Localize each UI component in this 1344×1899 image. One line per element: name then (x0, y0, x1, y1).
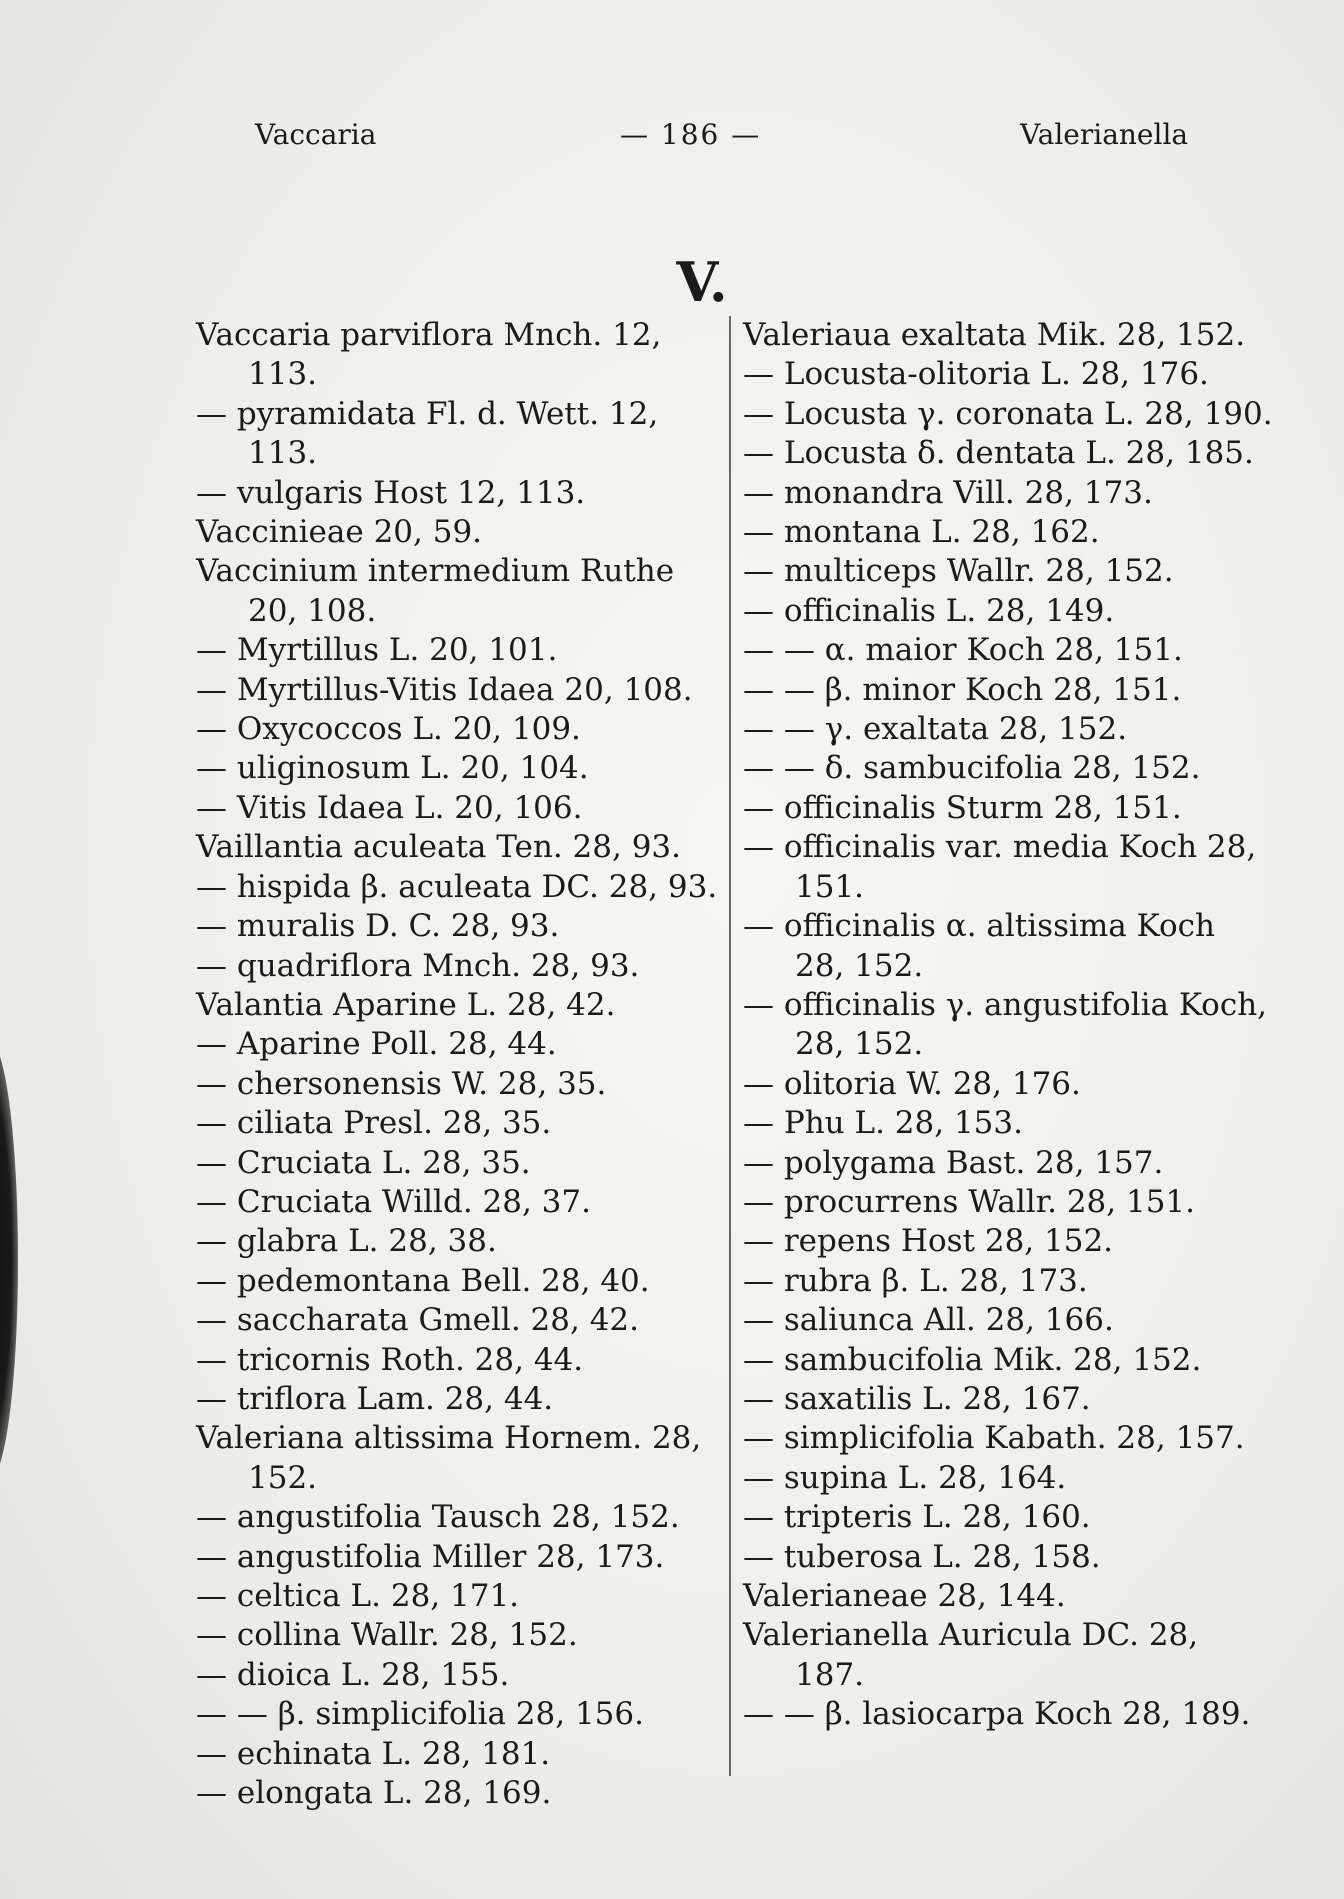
index-column-left (196, 316, 731, 1813)
index-entry: — officinalis Sturm 28, 151. (743, 789, 1182, 826)
index-entry: — polygama Bast. 28, 157. (743, 1144, 1164, 1181)
index-entry: — officinalis L. 28, 149. (743, 592, 1115, 629)
index-entry: — chersonensis W. 28, 35. (196, 1065, 607, 1102)
index-entry: — Locusta γ. coronata L. 28, 190. (743, 395, 1273, 432)
page-edge-shadow (0, 1040, 18, 1480)
index-entry: — multiceps Wallr. 28, 152. (743, 553, 1174, 590)
index-entry: — pedemontana Bell. 28, 40. (196, 1262, 650, 1299)
index-entry: Valeriana altissima Hornem. 28, 152. (196, 1420, 702, 1496)
index-entry: — Phu L. 28, 153. (743, 1105, 1023, 1142)
index-entry: — pyramidata Fl. d. Wett. 12, 113. (196, 395, 659, 472)
index-entry: — Locusta δ. dentata L. 28, 185. (743, 435, 1254, 472)
index-entry: Vaccinium intermedium Ruthe 20, 108. (196, 553, 675, 629)
index-entry: — Myrtillus-Vitis Idaea 20, 108. (196, 671, 693, 708)
running-header (0, 118, 1344, 162)
index-entry: Vaccaria parviflora Mnch. 12, 113. (196, 317, 662, 393)
index-entry: — celtica L. 28, 171. (196, 1578, 520, 1614)
index-entry: — Locusta-olitoria L. 28, 176. (743, 356, 1209, 393)
column-divider (729, 316, 731, 1776)
index-entry: — collina Wallr. 28, 152. (196, 1617, 578, 1654)
index-entry: — angustifolia Miller 28, 173. (196, 1538, 665, 1575)
index-entry: — tripteris L. 28, 160. (743, 1499, 1091, 1536)
index-entry: — Vitis Idaea L. 20, 106. (196, 789, 583, 826)
page-number: — 186 — (620, 118, 762, 151)
index-entry: — montana L. 28, 162. (743, 514, 1100, 551)
index-entry: — rubra β. L. 28, 173. (743, 1262, 1088, 1299)
index-entry: — Aparine Poll. 28, 44. (196, 1026, 557, 1063)
index-entry: Valeriaua exaltata Mik. 28, 152. (743, 317, 1246, 353)
index-entry: — officinalis γ. angustifolia Koch, 28, 152. (743, 986, 1268, 1063)
index-entry: — sambucifolia Mik. 28, 152. (743, 1341, 1202, 1378)
index-entry: — hispida β. aculeata DC. 28, 93. (196, 868, 718, 905)
index-entry: — repens Host 28, 152. (743, 1223, 1114, 1260)
index-entry: Vaillantia aculeata Ten. 28, 93. (196, 829, 682, 866)
index-entry: — Cruciata L. 28, 35. (196, 1144, 531, 1181)
index-entry: — procurrens Wallr. 28, 151. (743, 1183, 1195, 1220)
index-entry: — olitoria W. 28, 176. (743, 1065, 1081, 1102)
header-last-term: Valerianella (1020, 118, 1189, 151)
index-entry: Valerianeae 28, 144. (743, 1578, 1066, 1614)
index-entry: — quadriflora Mnch. 28, 93. (196, 947, 640, 984)
index-entry: — Cruciata Willd. 28, 37. (196, 1183, 591, 1220)
index-entry: — Oxycoccos L. 20, 109. (196, 711, 581, 748)
index-entry: — monandra Vill. 28, 173. (743, 474, 1153, 511)
index-entry: — ciliata Presl. 28, 35. (196, 1105, 552, 1142)
index-entry: — — β. simplicifolia 28, 156. (196, 1696, 644, 1733)
index-entry: — — α. maior Koch 28, 151. (743, 632, 1183, 669)
index-entry: — uliginosum L. 20, 104. (196, 750, 589, 787)
index-entry: — elongata L. 28, 169. (196, 1775, 552, 1812)
index-entry: — echinata L. 28, 181. (196, 1735, 551, 1772)
index-column-right (743, 316, 1273, 1735)
index-entry: — supina L. 28, 164. (743, 1459, 1067, 1496)
index-entry: — — β. minor Koch 28, 151. (743, 671, 1182, 708)
index-entry: — muralis D. C. 28, 93. (196, 908, 560, 945)
index-entry: Vaccinieae 20, 59. (196, 514, 483, 551)
section-letter: V. (676, 250, 728, 314)
index-entry: — tuberosa L. 28, 158. (743, 1538, 1101, 1575)
index-entry: — triflora Lam. 28, 44. (196, 1380, 554, 1417)
index-entry: — simplicifolia Kabath. 28, 157. (743, 1420, 1245, 1457)
index-entry: — vulgaris Host 12, 113. (196, 474, 586, 511)
index-entry: — — γ. exaltata 28, 152. (743, 711, 1128, 748)
index-entry: — Myrtillus L. 20, 101. (196, 632, 558, 669)
index-entry: Valantia Aparine L. 28, 42. (196, 986, 616, 1023)
index-entry: — saxatilis L. 28, 167. (743, 1380, 1091, 1417)
index-entry: — tricornis Roth. 28, 44. (196, 1341, 584, 1378)
index-entry: — angustifolia Tausch 28, 152. (196, 1499, 680, 1536)
index-entry: Valerianella Auricula DC. 28, 187. (743, 1617, 1199, 1693)
index-entry: — glabra L. 28, 38. (196, 1223, 497, 1260)
index-entry: — dioica L. 28, 155. (196, 1656, 510, 1693)
index-entry: — — β. lasiocarpa Koch 28, 189. (743, 1696, 1251, 1733)
index-entry: — saliunca All. 28, 166. (743, 1302, 1114, 1339)
index-entry: — saccharata Gmell. 28, 42. (196, 1302, 640, 1339)
index-entry: — officinalis α. altissima Koch 28, 152. (743, 908, 1215, 984)
header-first-term: Vaccaria (255, 118, 377, 151)
index-entry: — officinalis var. media Koch 28, 151. (743, 829, 1257, 905)
index-entry: — — δ. sambucifolia 28, 152. (743, 750, 1201, 787)
